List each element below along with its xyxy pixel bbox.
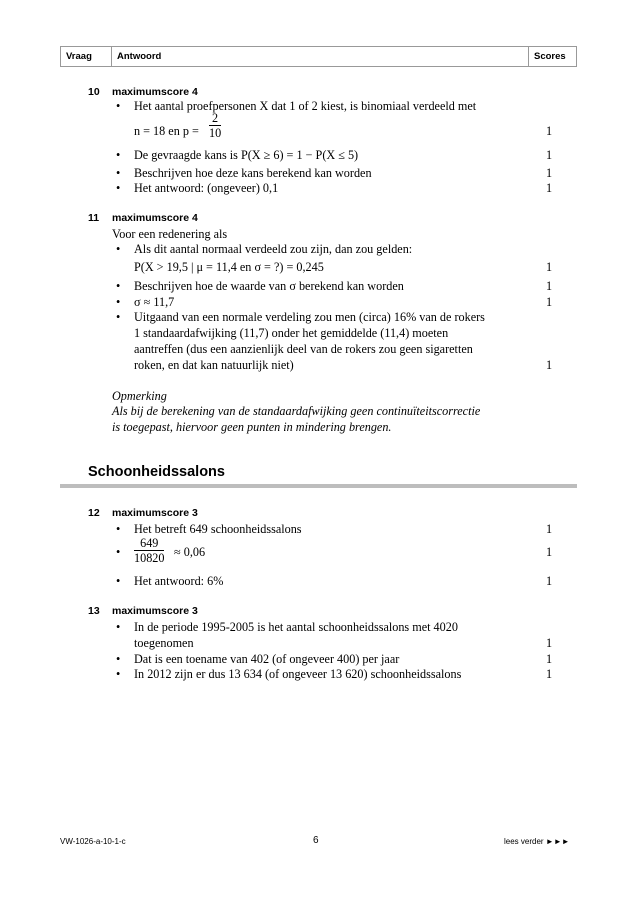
q12-approx: ≈ 0,06: [174, 545, 206, 559]
bullet: •: [116, 166, 121, 180]
q13-score-1: 1: [546, 636, 553, 650]
bullet: •: [116, 181, 121, 195]
question-12-title: maximumscore 3: [112, 507, 198, 519]
q11-bullet-3: σ ≈ 11,7: [134, 295, 175, 309]
q10-bullet-3: Beschrijven hoe deze kans berekend kan worden: [134, 166, 372, 180]
q11-score-4: 1: [546, 358, 553, 372]
q13-score-2: 1: [546, 652, 553, 666]
continue-indicator: lees verder ►►►: [504, 837, 570, 846]
question-number-10: 10: [88, 86, 100, 98]
bullet: •: [116, 574, 121, 588]
q11-score-2: 1: [546, 279, 553, 293]
q12-fraction: [134, 537, 164, 565]
header-vraag: Vraag: [60, 46, 112, 67]
q13-bullet-1-line-1: In de periode 1995-2005 is het aantal schoonheidssalons met 4020: [134, 620, 458, 634]
header-scores: Scores: [528, 46, 577, 67]
bullet: •: [116, 148, 121, 162]
q10-bullet-4: Het antwoord: (ongeveer) 0,1: [134, 181, 279, 195]
document-code: VW-1026-a-10-1-c: [60, 837, 126, 846]
q10-score-4: 1: [546, 181, 553, 195]
question-number-13: 13: [88, 605, 100, 617]
q12-bullet-1: Het betreft 649 schoonheidssalons: [134, 522, 302, 536]
q12-score-2: 1: [546, 545, 553, 559]
q12-score-1: 1: [546, 522, 553, 536]
question-10-title: maximumscore 4: [112, 86, 198, 98]
q11-bullet-4-line-3: aantreffen (dus een aanzienlijk deel van de rokers zou geen sigaretten: [134, 342, 473, 356]
bullet: •: [116, 279, 121, 293]
q10-score-1: 1: [546, 124, 553, 138]
bullet: •: [116, 522, 121, 536]
bullet: •: [116, 545, 121, 559]
bullet: •: [116, 242, 121, 256]
question-13-title: maximumscore 3: [112, 605, 198, 617]
q12-score-3: 1: [546, 574, 553, 588]
header-antwoord: Antwoord: [111, 46, 529, 67]
q11-remark-title: Opmerking: [112, 389, 167, 403]
q11-bullet-1-line-1: Als dit aantal normaal verdeeld zou zijn, dan zou gelden:: [134, 242, 413, 256]
bullet: •: [116, 667, 121, 681]
q10-bullet-2: De gevraagde kans is P(X ≥ 6) = 1 − P(X ≤ 5): [134, 148, 359, 162]
q11-bullet-1-line-2: P(X > 19,5 | μ = 11,4 en σ = ?) = 0,245: [134, 260, 324, 274]
bullet: •: [116, 310, 121, 324]
q11-bullet-4-line-4: roken, en dat kan natuurlijk niet): [134, 358, 294, 372]
q13-bullet-3: In 2012 zijn er dus 13 634 (of ongeveer 13 620) schoonheidssalons: [134, 667, 462, 681]
question-number-11: 11: [88, 212, 100, 224]
q11-bullet-4-line-1: Uitgaand van een normale verdeling zou men (circa) 16% van de rokers: [134, 310, 485, 324]
q11-score-3: 1: [546, 295, 553, 309]
q11-score-1: 1: [546, 260, 553, 274]
q10-fraction-denominator: 10: [209, 126, 222, 140]
question-11-title: maximumscore 4: [112, 212, 198, 224]
q11-intro: Voor een redenering als: [112, 227, 228, 241]
q12-fraction-denominator: 10820: [134, 551, 165, 565]
section-divider: [60, 484, 577, 488]
q10-score-3: 1: [546, 166, 553, 180]
q10-bullet-1-line-1: Het aantal proefpersonen X dat 1 of 2 kiest, is binomiaal verdeeld met: [134, 99, 477, 113]
q12-bullet-3: Het antwoord: 6%: [134, 574, 224, 588]
q11-bullet-4-line-2: 1 standaardafwijking (11,7) onder het gemiddelde (11,4) moeten: [134, 326, 449, 340]
q12-fraction-numerator: 649: [134, 537, 164, 551]
bullet: •: [116, 99, 121, 113]
bullet: •: [116, 295, 121, 309]
q13-score-3: 1: [546, 667, 553, 681]
q10-bullet-1-n-p: n = 18 en p =: [134, 124, 199, 138]
bullet: •: [116, 620, 121, 634]
q11-remark-line-2: is toegepast, hiervoor geen punten in mindering brengen.: [112, 420, 392, 434]
q11-bullet-2: Beschrijven hoe de waarde van σ berekend kan worden: [134, 279, 404, 293]
question-number-12: 12: [88, 507, 100, 519]
bullet: •: [116, 652, 121, 666]
page-number: 6: [313, 835, 319, 846]
q13-bullet-2: Dat is een toename van 402 (of ongeveer 400) per jaar: [134, 652, 400, 666]
q10-fraction: [209, 112, 221, 140]
section-title: Schoonheidssalons: [88, 464, 225, 480]
q11-remark-line-1: Als bij de berekening van de standaardafwijking geen continuïteitscorrectie: [112, 404, 481, 418]
q13-bullet-1-line-2: toegenomen: [134, 636, 194, 650]
q10-score-2: 1: [546, 148, 553, 162]
q10-fraction-numerator: 2: [209, 112, 221, 126]
